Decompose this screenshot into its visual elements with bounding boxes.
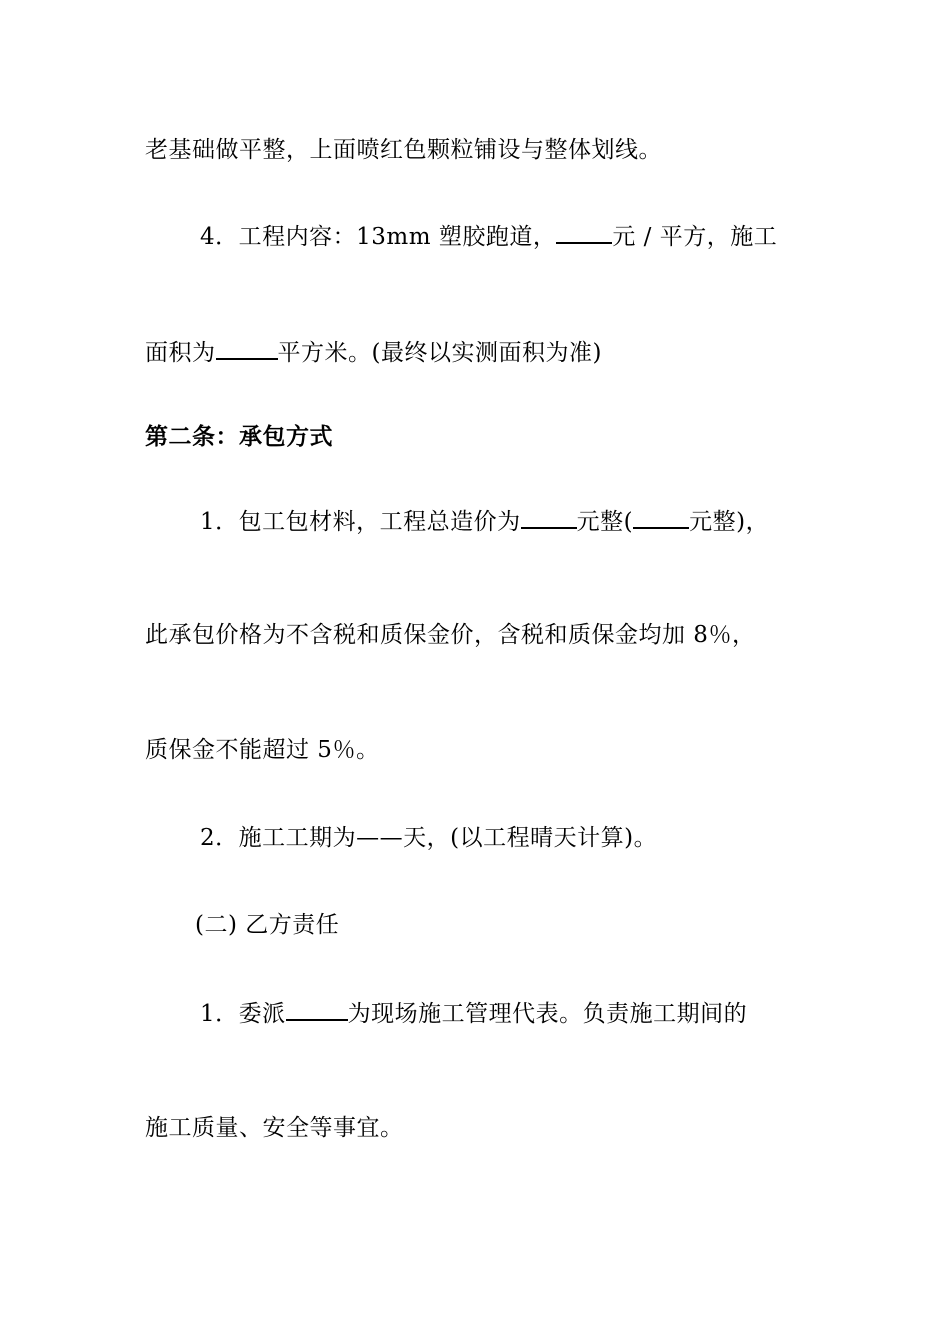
item-4-engineering-content bbox=[200, 220, 777, 252]
text: 为现场施工管理代表。负责施工期间的 bbox=[347, 1001, 748, 1027]
text: 平方米。(最终以实测面积为准) bbox=[277, 340, 602, 366]
paragraph-line bbox=[145, 1113, 404, 1143]
paragraph-line bbox=[145, 135, 662, 165]
price-blank bbox=[556, 220, 612, 244]
item-1-contract-price bbox=[200, 505, 769, 537]
text: 元 / 平方，施工 bbox=[612, 224, 778, 250]
text: 面积为 bbox=[145, 340, 216, 366]
heading-text: 第二条：承包方式 bbox=[145, 423, 333, 450]
text: 施工质量、安全等事宜。 bbox=[145, 1115, 404, 1141]
paragraph-line bbox=[145, 735, 379, 765]
text: 4．工程内容：13mm 塑胶跑道， bbox=[200, 224, 557, 250]
text: 元整( bbox=[576, 509, 634, 535]
item-1-representative bbox=[200, 997, 747, 1029]
paragraph-line bbox=[145, 620, 755, 650]
text: 老基础做平整，上面喷红色颗粒铺设与整体划线。 bbox=[145, 137, 662, 163]
text: 元整)， bbox=[689, 509, 770, 535]
text: 质保金不能超过 5％。 bbox=[145, 737, 380, 763]
total-price-blank bbox=[521, 505, 577, 529]
text: 此承包价格为不含税和质保金价，含税和质保金均加 8％， bbox=[145, 622, 756, 648]
subsection-heading bbox=[195, 910, 339, 940]
item-2-construction-period bbox=[200, 823, 657, 853]
area-blank bbox=[216, 336, 278, 360]
total-price-words-blank bbox=[633, 505, 689, 529]
representative-blank bbox=[286, 997, 348, 1021]
text: (二) 乙方责任 bbox=[195, 912, 340, 938]
text: 2．施工工期为——天，(以工程晴天计算)。 bbox=[200, 825, 658, 851]
paragraph-line bbox=[145, 336, 602, 368]
text: 1．委派 bbox=[200, 1001, 286, 1027]
section-heading bbox=[145, 422, 333, 452]
text: 1．包工包材料，工程总造价为 bbox=[200, 509, 521, 535]
